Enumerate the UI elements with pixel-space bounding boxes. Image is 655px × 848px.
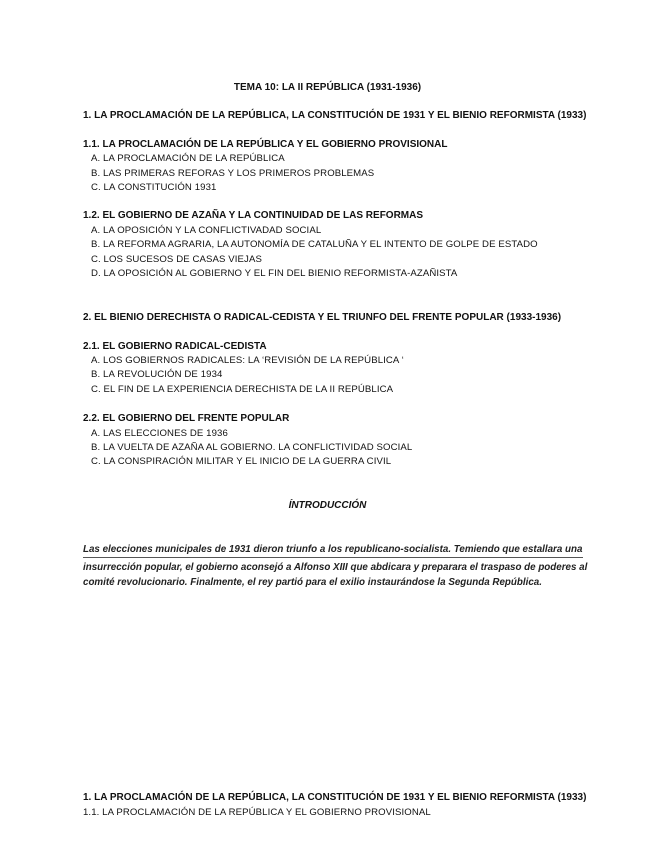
intro-underline [83,557,583,558]
section-2-2-heading: 2.2. EL GOBIERNO DEL FRENTE POPULAR [83,413,290,424]
list-item: B. LA REVOLUCIÓN DE 1934 [91,369,223,380]
intro-line: comité revolucionario. Finalmente, el rey partió para el exilio instaurándose la Segunda República. [83,577,542,588]
footer-subheading: 1.1. LA PROCLAMACIÓN DE LA REPÚBLICA Y EL GOBIERNO PROVISIONAL [83,807,431,818]
intro-heading: ÍNTRODUCCIÓN [288,500,367,511]
list-item: B. LA REFORMA AGRARIA, LA AUTONOMÍA DE CATALUÑA Y EL INTENTO DE GOLPE DE ESTADO [91,239,538,250]
list-item: A. LAS ELECCIONES DE 1936 [91,428,228,439]
part2-heading: 2. EL BIENIO DERECHISTA O RADICAL-CEDISTA Y EL TRIUNFO DEL FRENTE POPULAR (1933-1936) [83,312,562,323]
list-item: D. LA OPOSICIÓN AL GOBIERNO Y EL FIN DEL BIENIO REFORMISTA-AZAÑISTA [91,268,458,279]
footer-heading: 1. LA PROCLAMACIÓN DE LA REPÚBLICA, LA CONSTITUCIÓN DE 1931 Y EL BIENIO REFORMISTA (1933) [83,792,587,803]
list-item: C. EL FIN DE LA EXPERIENCIA DERECHISTA DE LA II REPÚBLICA [91,384,394,395]
intro-line: insurrección popular, el gobierno aconsejó a Alfonso XIII que abdicara y preparara el traspaso de poderes al [83,562,588,573]
document-title: TEMA 10: LA II REPÚBLICA (1931-1936) [233,82,422,93]
list-item: C. LA CONSPIRACIÓN MILITAR Y EL INICIO DE LA GUERRA CIVIL [91,456,392,467]
list-item: A. LOS GOBIERNOS RADICALES: LA ‘REVISIÓN DE LA REPÚBLICA ‘ [91,355,404,366]
section-1-1-heading: 1.1. LA PROCLAMACIÓN DE LA REPÚBLICA Y EL GOBIERNO PROVISIONAL [83,139,448,150]
list-item: C. LA CONSTITUCIÓN 1931 [91,182,217,193]
list-item: C. LOS SUCESOS DE CASAS VIEJAS [91,254,262,265]
list-item: A. LA PROCLAMACIÓN DE LA REPÚBLICA [91,153,285,164]
intro-line: Las elecciones municipales de 1931 dieron triunfo a los republicano-socialista. Temiendo que estallara una [83,544,583,555]
part1-heading: 1. LA PROCLAMACIÓN DE LA REPÚBLICA, LA CONSTITUCIÓN DE 1931 Y EL BIENIO REFORMISTA (1933) [83,110,587,121]
list-item: A. LA OPOSICIÓN Y LA CONFLICTIVADAD SOCIAL [91,225,322,236]
section-2-1-heading: 2.1. EL GOBIERNO RADICAL-CEDISTA [83,341,267,352]
list-item: B. LA VUELTA DE AZAÑA AL GOBIERNO. LA CONFLICTIVIDAD SOCIAL [91,442,413,453]
section-1-2-heading: 1.2. EL GOBIERNO DE AZAÑA Y LA CONTINUIDAD DE LAS REFORMAS [83,210,424,221]
list-item: B. LAS PRIMERAS REFORAS Y LOS PRIMEROS PROBLEMAS [91,168,375,179]
